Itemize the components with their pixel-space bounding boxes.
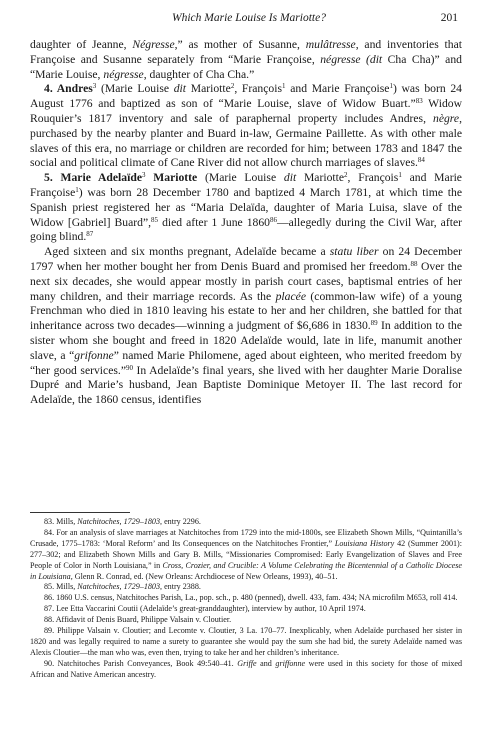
- footnote-ref-88: 88: [410, 259, 418, 268]
- footnote-85: 85. Mills, Natchitoches, 1729–1803, entry 2388.: [44, 582, 201, 592]
- footnote-87: 87. Lee Etta Vaccarini Coutii (Adelaïde’s great-granddaughter), interview by author, 10 April 1974.: [44, 604, 366, 614]
- footnote-ref-87: 87: [86, 230, 94, 239]
- paragraph-continuation: daughter of Jeanne, Négresse,” as mother of Susanne, mulâtresse, and inventories that Françoise and Susanne separately from “Marie Françoise, négresse (dit Cha Cha)” and “Marie Louise, négresse, daughter of Cha Cha.”: [30, 38, 462, 81]
- footnote-ref-86: 86: [270, 215, 277, 224]
- footnote-ref-84: 84: [417, 156, 425, 165]
- entry-andres: 4. Andres$^3$ (Marie Louise dit Mariotte$^2$, François$^1$ and Marie Françoise$^1$) was born 24 August 1776 and baptized as son of “Marie Louise, slave of Widow Buart.”$^{83}$ Widow Rouquier’s 1817 inventory and sale of paraphernal property includes Andres, nègre, purchased by the nearby planter and Buard in-law, Germaine Paillette. As with other male slaves of this era, no marriage or children are recorded for him; between 1783 and 1847 the social and political climate of Cane River did not allow church marriages of slaves.$^{84}$: [30, 82, 462, 170]
- footnote-ref-85: 85: [151, 215, 159, 224]
- footnote-90: 90. Natchitoches Parish Conveyances, Book 49:540–41. Griffe and griffonne were used in this society for those of mixed African and Native American ancestry.: [30, 658, 463, 679]
- footnote-83: 83. Mills, Natchitoches, 1729–1803, entry 2296.: [44, 517, 201, 526]
- footnote-ref-83: 83: [415, 97, 423, 106]
- running-head: [40, 12, 458, 28]
- footnote-88: 88. Affidavit of Denis Buard, Philippe Valsain v. Cloutier.: [44, 615, 232, 625]
- paragraph-adelaide-life: Aged sixteen and six months pregnant, Adelaïde became a statu liber on 24 December 1797 when her mother bought her from Denis Buard and promised her freedom.$^{88}$ Over the next six decades, she would appear mostly in parish court cases, baptismal entries of her many children, and their marriage records. As the placée (common-law wife) of a young Frenchman who died in 1810 leaving his estate to her and her children, she battled for that inheritance across two decades—winning a judgment of $6,686 in 1830.89 In addition to the sister whom she bought and freed in 1820 Adelaïde would, late in life, manumit another slave, a “grifonne” named Marie Philomene, aged about eighteen, who merited freedom by “her good services.”$^{90}$ In Adelaïde’s final years, she lived with her daughter Marie Doralise Dupré and Marie’s husband, Jean Baptiste Dominique Metoyer II. The last record for Adelaïde, the 1860 census, identifies: [30, 245, 463, 407]
- footnotes: [30, 517, 462, 681]
- body-text: [30, 38, 462, 408]
- running-title: Which Marie Louise Is Mariotte?: [172, 12, 326, 24]
- footnote-ref-90: 90: [125, 363, 133, 372]
- footnote-84: 84. For an analysis of slave marriages at Natchitoches from 1729 into the mid-1800s, see Elizabeth Shown Mills, “Quintanilla’s Crusade, 1775–1783: ‘Moral Reform’ and Its Consequences on the Natchitoches Frontier,” Louisiana History 42 (Summer 2001): 277–302; and Elizabeth Shown Mills and Gary B. Mills, “Missionaries Compromised: Early Evangelization of Slaves and Free People of Color in North Louisiana,” in Cross, Crozier, and Crucible: A Volume Celebrating the Bicentennial of a Catholic Diocese in Louisiana, Glenn R. Conrad, ed. (New Orleans: Archdiocese of New Orleans, 1993), 40–51.: [30, 527, 462, 581]
- page-number: 201: [440, 12, 458, 24]
- entry-marie-adelaide: 5. Marie Adelaïde$^3$ Mariotte (Marie Louise dit Mariotte$^2$, François$^1$ and Marie Françoise$^1$) was born 28 December 1780 and baptized 4 March 1781, at which time the Spanish priest registered her as “Maria Delaïda, daughter of Maria Luisa, slave of the Widow [Gabriel] Buard”,$^{85}$ died after 1 June 1860$^{86}$—allegedly during the Civil War, after going blind.$^{87}$: [30, 171, 462, 244]
- footnote-divider: [30, 512, 130, 513]
- footnote-86: 86. 1860 U.S. census, Natchitoches Parish, La., pop. sch., p. 480 (penned), dwell. 433, fam. 434; NA microfilm M653, roll 414.: [44, 593, 458, 603]
- footnote-ref-89: 89: [370, 319, 378, 328]
- footnote-89: 89. Philippe Valsain v. Cloutier; and Lecomte v. Cloutier, 3 La. 170–77. Inexplicably, when Adelaïde purchased her sister in 1820 and was legally required to name a surety to guarantee she would pay the sum she had bid, the surety Adelaïde named was Alexis Cloutier—the man who was, even then, trying to take her and her children’s inheritance.: [30, 626, 462, 657]
